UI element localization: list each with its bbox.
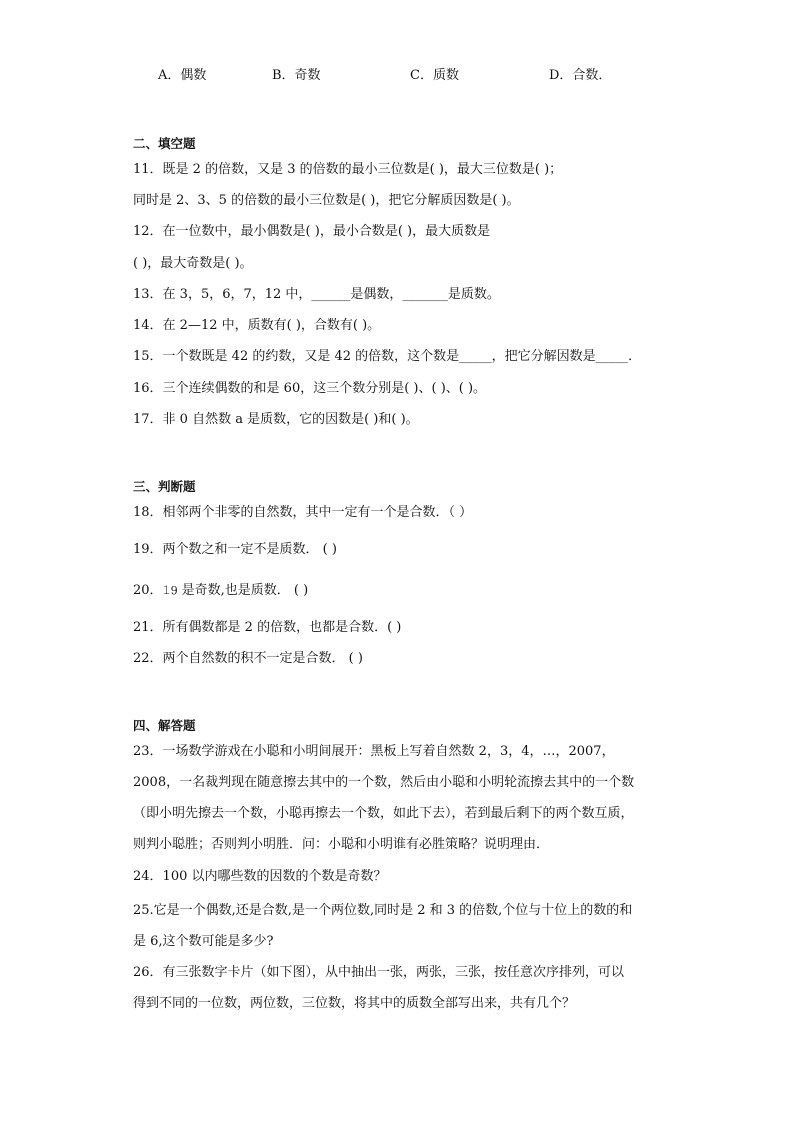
judge-line: 21．所有偶数都是 2 的倍数，也都是合数．( ) [133,620,402,635]
answer-line: 则判小聪胜；否则判小明胜．问：小聪和小明谁有必胜策略？说明理由． [133,837,550,852]
fill-line: 11．既是 2 的倍数，又是 3 的倍数的最小三位数是( )，最大三位数是( )； [133,162,563,177]
answer-line: 26．有三张数字卡片（如下图），从中抽出一张，两张，三张，按任意次序排列，可以 [133,965,625,980]
judge-line: 20．𝟷𝟫 是奇数,也是质数． ( ) [133,583,309,598]
fill-line: 16．三个连续偶数的和是 60，这三个数分别是( )、( )、( )。 [133,381,487,396]
judge-line: 19．两个数之和一定不是质数． ( ) [133,542,337,557]
option-b: B．奇数 [272,68,321,83]
answer-line: 23．一场数学游戏在小聪和小明间展开：黑板上写着自然数 2，3，4，…，2007， [133,744,615,759]
answer-line: 得到不同的一位数，两位数，三位数，将其中的质数全部写出来，共有几个？ [133,996,576,1011]
judge-line: 18．相邻两个非零的自然数，其中一定有一个是合数．（ ） [133,505,473,520]
fill-line: 12．在一位数中，最小偶数是( )，最小合数是( )，最大质数是 [133,224,491,239]
option-c: C．质数 [410,68,459,83]
fill-line: 13．在 3，5，6，7，12 中，______是偶数，_______是质数。 [133,287,500,302]
answer-line: 24．100 以内哪些数的因数的个数是奇数？ [133,869,387,884]
fill-line: 15．一个数既是 42 的约数，又是 42 的倍数，这个数是_____，把它分解因数是_____． [133,349,642,364]
option-d: D．合数． [549,68,612,83]
section-fill-title: 二、填空题 [133,136,196,151]
fill-line: 同时是 2、3、5 的倍数的最小三位数是( )，把它分解质因数是( )。 [133,193,520,208]
answer-line: （即小明先擦去一个数，小聪再擦去一个数，如此下去），若到最后剩下的两个数互质， [133,806,634,821]
answer-line: 2008，一名裁判现在随意擦去其中的一个数，然后由小聪和小明轮流擦去其中的一个数 [133,775,635,790]
section-judge-title: 三、判断题 [133,479,196,494]
section-answer-title: 四、解答题 [133,718,196,733]
answer-line: 25.它是一个偶数,还是合数,是一个两位数,同时是 2 和 3 的倍数,个位与十位上的数的和 [133,903,633,918]
fill-line: 17．非 0 自然数 a 是质数，它的因数是( )和( )。 [133,412,419,427]
option-a: A．偶数 [158,68,207,83]
fill-line: ( )，最大奇数是( )。 [133,256,253,271]
fill-line: 14．在 2—12 中，质数有( )，合数有( )。 [133,318,381,333]
judge-line: 22．两个自然数的积不一定是合数． ( ) [133,651,363,666]
answer-line: 是 6,这个数可能是多少? [133,934,274,949]
